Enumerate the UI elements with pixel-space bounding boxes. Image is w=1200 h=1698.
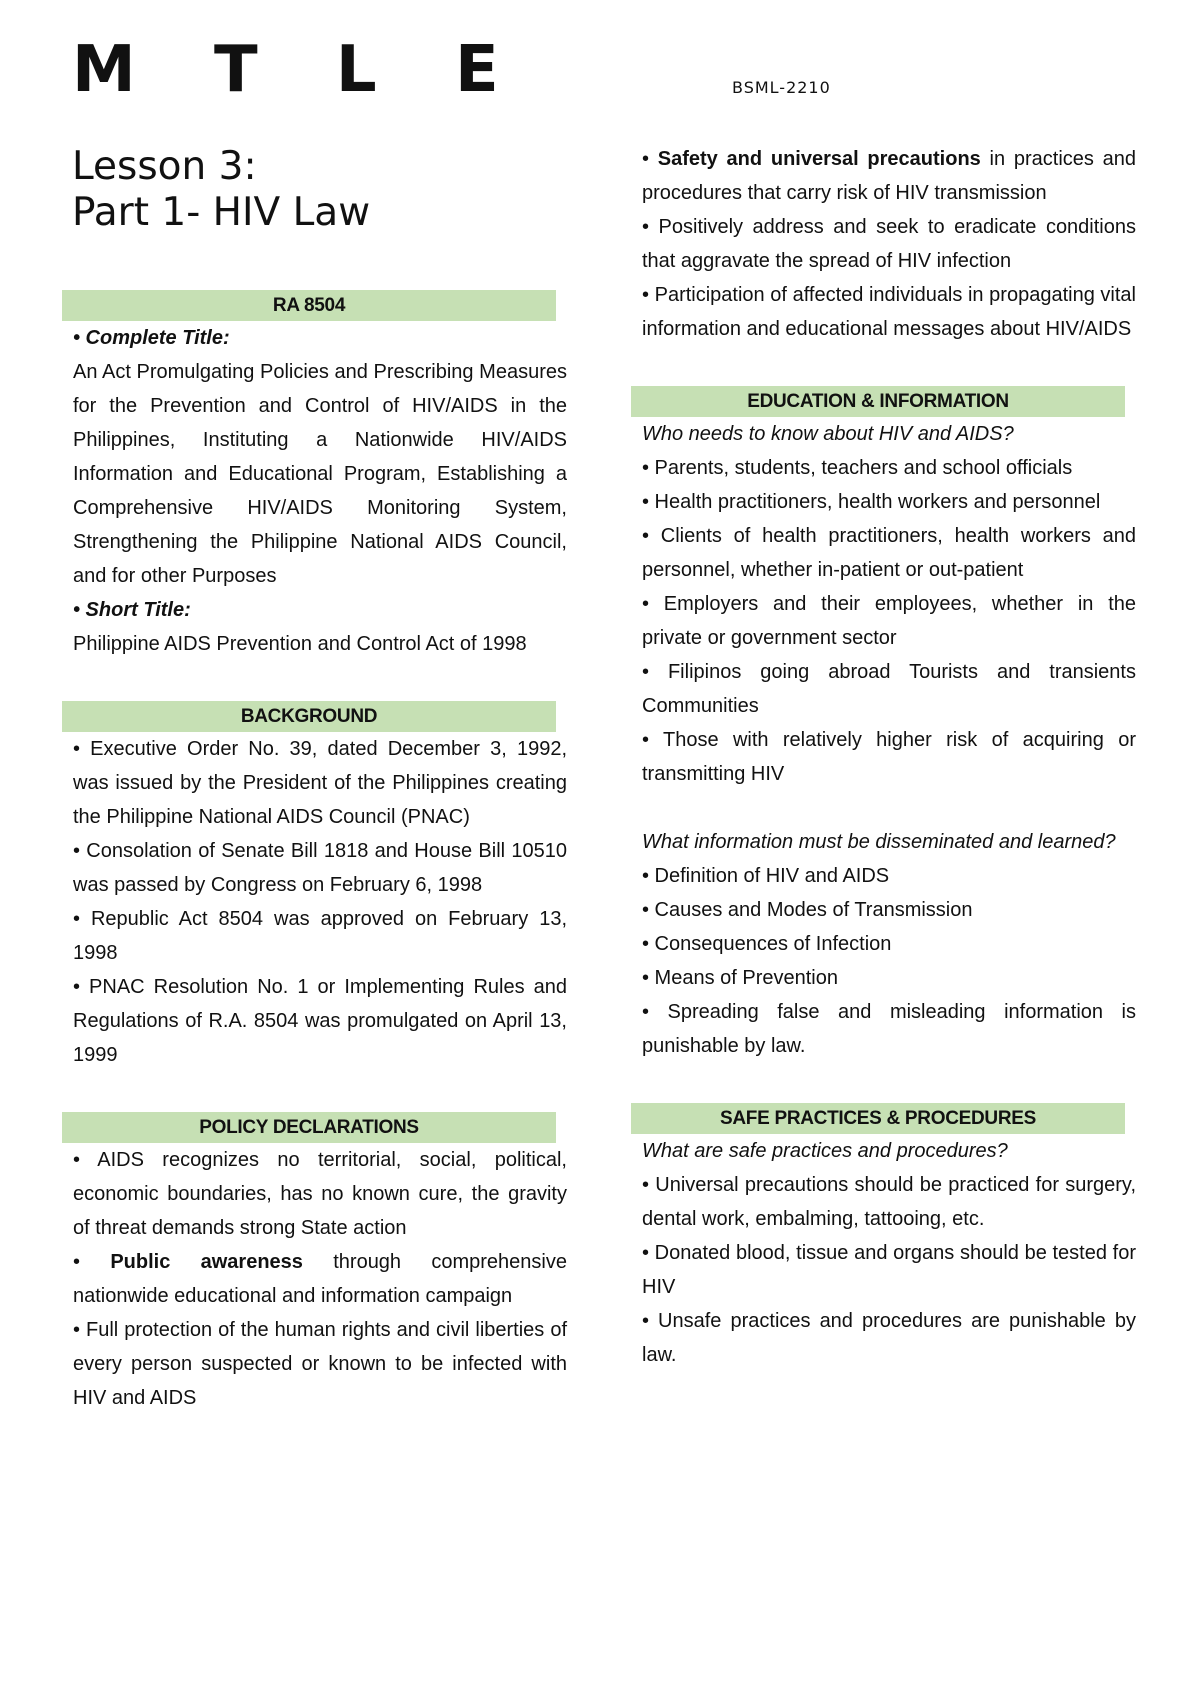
education-who-item: • Filipinos going abroad Tourists and transients Communities — [642, 661, 1136, 717]
lesson-line-1: Lesson 3: — [72, 144, 257, 189]
background-heading: BACKGROUND — [62, 701, 556, 732]
policy-item: • AIDS recognizes no territorial, social, political, economic boundaries, has no known cure, the gravity of threat demands strong State action — [73, 1149, 567, 1239]
ra8504-heading: RA 8504 — [62, 290, 556, 321]
complete-title-text: An Act Promulgating Policies and Prescribing Measures for the Prevention and Control of HIV/AIDS in the Philippines, Instituting a Nationwide HIV/AIDS Information and Educational Program, Establishing a Comprehensive HIV/AIDS Monitoring System, Strengthening the Philippine National AIDS Council, and for other Purposes — [73, 361, 567, 587]
education-what-item: • Causes and Modes of Transmission — [642, 899, 973, 921]
short-title-label: • Short Title: — [73, 599, 191, 621]
policy-item-rest: in practices and procedures that carry risk of HIV transmission — [642, 148, 1137, 204]
ra8504-section — [73, 321, 567, 661]
education-what-item: • Definition of HIV and AIDS — [642, 865, 890, 887]
left-column — [73, 290, 567, 1415]
safe-practices-heading: SAFE PRACTICES & PROCEDURES — [631, 1103, 1125, 1134]
education-heading: EDUCATION & INFORMATION — [631, 386, 1125, 417]
safe-practices-question: What are safe practices and procedures? — [642, 1140, 1008, 1162]
lesson-title — [72, 144, 370, 236]
policy-heading: POLICY DECLARATIONS — [62, 1112, 556, 1143]
safe-practices-item: • Universal precautions should be practiced for surgery, dental work, embalming, tattooing, etc. — [642, 1174, 1136, 1230]
policy-section-right — [642, 142, 1136, 346]
safe-practices-item: • Donated blood, tissue and organs should be tested for HIV — [642, 1242, 1136, 1298]
right-column — [642, 142, 1136, 1372]
policy-emphasis: Public awareness — [110, 1251, 303, 1273]
education-who-item: • Health practitioners, health workers and personnel — [642, 491, 1101, 513]
policy-bullet: • — [73, 1251, 111, 1273]
education-who-item: • Those with relatively higher risk of acquiring or transmitting HIV — [642, 729, 1136, 785]
brand-title: M T L E — [72, 33, 527, 107]
education-question: What information must be disseminated and learned? — [642, 831, 1116, 853]
blank-line — [642, 791, 1136, 825]
lesson-line-2: Part 1- HIV Law — [72, 190, 371, 235]
policy-item: • Positively address and seek to eradicate conditions that aggravate the spread of HIV infection — [642, 216, 1136, 272]
education-who-item: • Employers and their employees, whether in the private or government sector — [642, 593, 1136, 649]
education-who-item: • Parents, students, teachers and school officials — [642, 457, 1073, 479]
policy-section-left — [73, 1143, 567, 1415]
policy-emphasis: Safety and universal precautions — [657, 148, 981, 170]
safe-practices-item: • Unsafe practices and procedures are punishable by law. — [642, 1310, 1136, 1366]
education-what-item: • Spreading false and misleading information is punishable by law. — [642, 1001, 1136, 1057]
policy-item — [642, 142, 1136, 210]
complete-title-label: • Complete Title: — [73, 327, 230, 349]
short-title-text: Philippine AIDS Prevention and Control Act of 1998 — [73, 633, 527, 655]
policy-item: • Participation of affected individuals in propagating vital information and educational messages about HIV/AIDS — [642, 284, 1136, 340]
education-section — [642, 417, 1136, 1063]
background-item: • Republic Act 8504 was approved on February 13, 1998 — [73, 908, 567, 964]
background-item: • PNAC Resolution No. 1 or Implementing Rules and Regulations of R.A. 8504 was promulgated on April 13, 1999 — [73, 976, 567, 1066]
background-section — [73, 732, 567, 1072]
policy-item-rest: through comprehensive nationwide educational and information campaign — [73, 1251, 567, 1307]
background-item: • Executive Order No. 39, dated December 3, 1992, was issued by the President of the Philippines creating the Philippine National AIDS Council (PNAC) — [73, 738, 567, 828]
education-question: Who needs to know about HIV and AIDS? — [642, 423, 1014, 445]
education-what-item: • Means of Prevention — [642, 967, 838, 989]
policy-item — [73, 1245, 567, 1313]
policy-bullet: • — [642, 148, 658, 170]
education-who-item: • Clients of health practitioners, health workers and personnel, whether in-patient or out-patient — [642, 525, 1136, 581]
policy-item: • Full protection of the human rights and civil liberties of every person suspected or known to be infected with HIV and AIDS — [73, 1319, 567, 1409]
background-item: • Consolation of Senate Bill 1818 and House Bill 10510 was passed by Congress on February 6, 1998 — [73, 840, 567, 896]
safe-practices-section — [642, 1134, 1136, 1372]
education-what-item: • Consequences of Infection — [642, 933, 892, 955]
course-code: BSML-2210 — [732, 78, 831, 97]
